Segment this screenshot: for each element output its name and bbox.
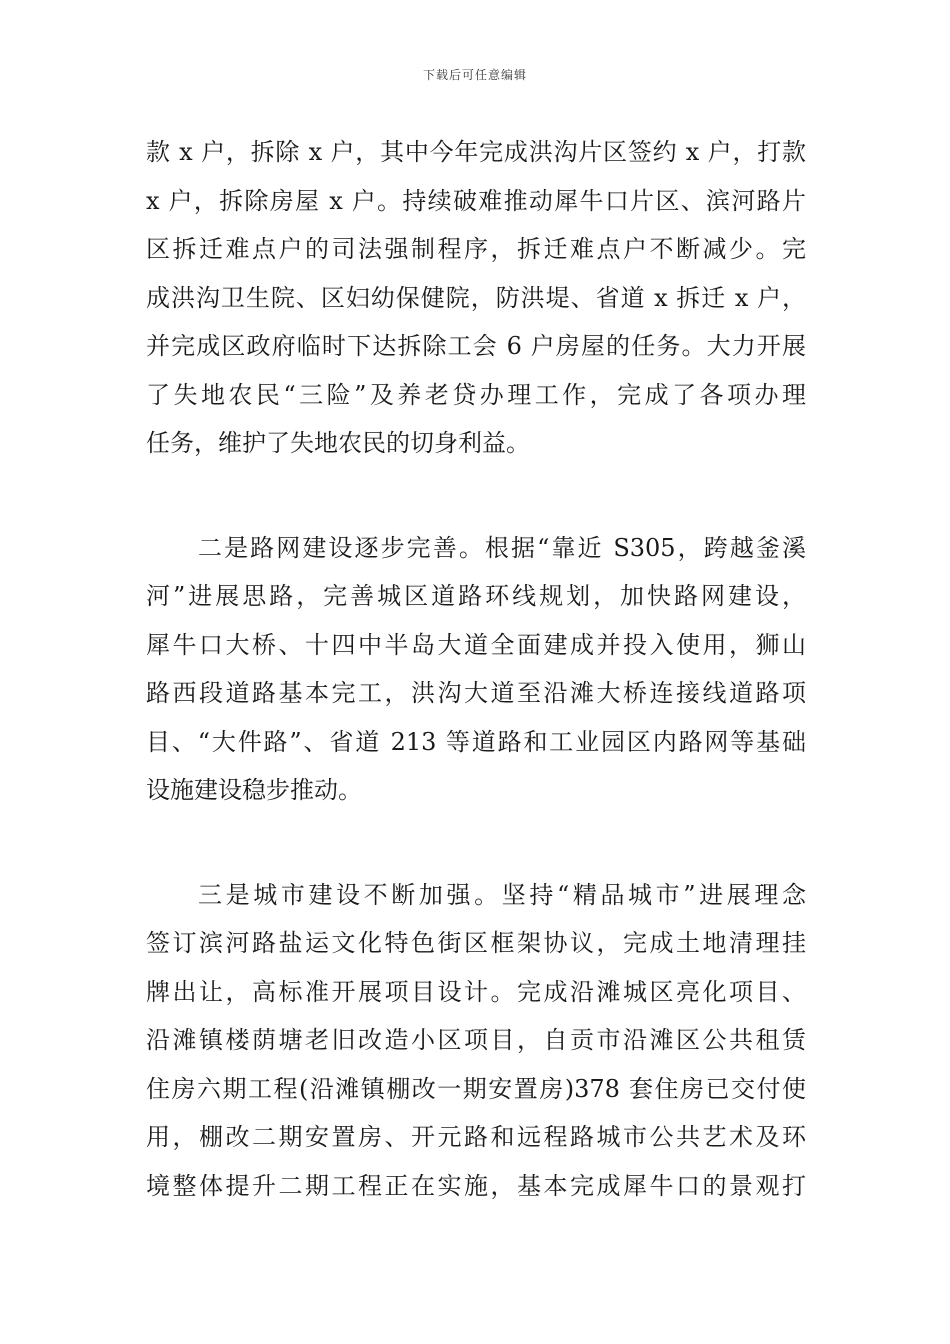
text-line: 了失地农民“三险”及养老贷办理工作，完成了各项办理	[146, 380, 806, 409]
text-line: 任务，维护了失地农民的切身利益。	[146, 429, 530, 457]
text-line: 犀牛口大桥、十四中半岛大道全面建成并投入使用，狮山	[146, 630, 806, 659]
text-line: x 户，拆除房屋 x 户。持续破难推动犀牛口片区、滨河路片	[146, 186, 806, 215]
text-line: 河”进展思路，完善城区道路环线规划，加快路网建设，	[146, 582, 806, 610]
text-line: 牌出让，高标准开展项目设计。完成沿滩城区亮化项目、	[146, 977, 806, 1006]
text-line: 区拆迁难点户的司法强制程序，拆迁难点户不断减少。完	[146, 235, 806, 263]
text-line: 目、“大件路”、省道 213 等道路和工业园区内路网等基础	[146, 727, 806, 756]
paragraph-demolition	[146, 128, 806, 468]
text-line: 签订滨河路盐运文化特色街区框架协议，完成土地清理挂	[146, 929, 806, 957]
text-line: 三是城市建设不断加强。坚持“精品城市”进展理念	[198, 880, 806, 909]
text-line: 二是路网建设逐步完善。根据“靠近 S305，跨越釜溪	[198, 533, 806, 562]
page-header: 下载后可任意编辑	[422, 68, 527, 82]
text-line: 并完成区政府临时下达拆除工会 6 户房屋的任务。大力开展	[146, 332, 806, 360]
paragraph-spacer	[146, 815, 806, 871]
text-line: 路西段道路基本完工，洪沟大道至沿滩大桥连接线道路项	[146, 679, 806, 707]
text-line: 沿滩镇楼荫塘老旧改造小区项目，自贡市沿滩区公共租赁	[146, 1026, 806, 1054]
text-line: 用，棚改二期安置房、开元路和远程路城市公共艺术及环	[146, 1123, 806, 1151]
text-line: 款 x 户，拆除 x 户，其中今年完成洪沟片区签约 x 户，打款	[146, 138, 806, 166]
paragraph-spacer	[146, 468, 806, 524]
text-line: 境整体提升二期工程正在实施，基本完成犀牛口的景观打	[146, 1171, 806, 1200]
document-body	[146, 128, 806, 1210]
paragraph-city-construction	[146, 871, 806, 1211]
paragraph-road-network	[146, 524, 806, 815]
text-line: 住房六期工程(沿滩镇棚改一期安置房)378 套住房已交付使	[146, 1074, 806, 1103]
text-line: 成洪沟卫生院、区妇幼保健院，防洪堤、省道 x 拆迁 x 户，	[146, 283, 806, 312]
text-line: 设施建设稳步推动。	[146, 776, 362, 804]
